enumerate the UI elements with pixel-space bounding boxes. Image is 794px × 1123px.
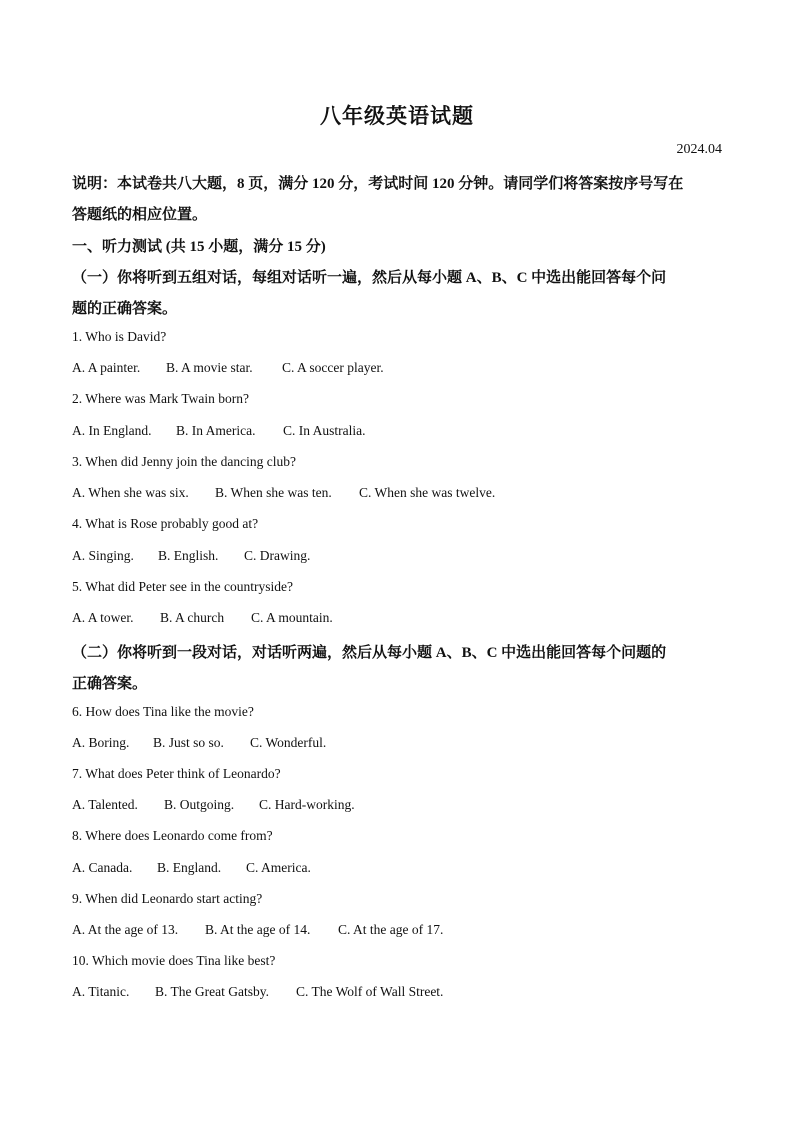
option-b: B. English. [158,548,219,563]
option-c: C. At the age of 17. [338,922,444,937]
question-stem: 2. Where was Mark Twain born? [72,391,250,406]
option-a: A. In England. [72,423,152,438]
question-options [72,797,355,813]
option-b: B. England. [157,860,222,875]
option-a: A. Talented. [72,797,138,812]
exam-date: 2024.04 [676,142,722,157]
option-a: A. A painter. [72,360,141,375]
option-a: A. Titanic. [72,984,130,999]
option-a: A. A tower. [72,610,134,625]
question-options [72,610,333,626]
section-heading-listening: 一、听力测试 (共 15 小题，满分 15 分) [72,239,326,255]
question-options [72,860,311,876]
option-c: C. America. [246,860,311,875]
option-c: C. In Australia. [283,423,366,438]
option-b: B. When she was ten. [215,485,332,500]
part-two-instruction-line-2: 正确答案。 [72,676,148,692]
question-stem: 9. When did Leonardo start acting? [72,891,263,906]
option-a: A. Boring. [72,735,130,750]
question-options [72,984,443,1000]
question-options [72,922,443,938]
question-stem: 8. Where does Leonardo come from? [72,828,273,843]
option-c: C. A mountain. [251,610,333,625]
option-b: B. The Great Gatsby. [155,984,269,999]
page-title: 八年级英语试题 [320,104,474,128]
question-stem: 6. How does Tina like the movie? [72,704,254,719]
question-stem: 3. When did Jenny join the dancing club? [72,454,296,469]
part-one-instruction-line-2: 题的正确答案。 [72,301,178,317]
question-options [72,360,384,376]
option-b: B. At the age of 14. [205,922,311,937]
option-c: C. Hard-working. [259,797,355,812]
option-c: C. Drawing. [244,548,311,563]
option-a: A. Canada. [72,860,133,875]
option-a: A. Singing. [72,548,134,563]
question-stem: 4. What is Rose probably good at? [72,516,259,531]
option-c: C. The Wolf of Wall Street. [296,984,444,999]
instructions-line-2: 答题纸的相应位置。 [72,207,208,223]
question-options [72,423,366,439]
part-one-instruction-line-1: （一）你将听到五组对话，每组对话听一遍，然后从每小题 A、B、C 中选出能回答每个问 [72,270,667,286]
question-options [72,485,495,501]
option-b: B. A church [160,610,225,625]
question-options [72,735,326,751]
option-b: B. In America. [176,423,256,438]
instructions-line-1: 说明：本试卷共八大题，8 页，满分 120 分，考试时间 120 分钟。请同学们将答案按序号写在 [72,176,684,192]
question-stem: 1. Who is David? [72,329,167,344]
question-options [72,548,310,564]
part-two-instruction-line-1: （二）你将听到一段对话，对话听两遍，然后从每小题 A、B、C 中选出能回答每个问题的 [72,645,667,661]
question-stem: 5. What did Peter see in the countryside? [72,579,293,594]
question-stem: 10. Which movie does Tina like best? [72,953,276,968]
option-c: C. Wonderful. [250,735,327,750]
option-b: B. Just so so. [153,735,224,750]
option-b: B. A movie star. [166,360,253,375]
option-b: B. Outgoing. [164,797,235,812]
question-stem: 7. What does Peter think of Leonardo? [72,766,281,781]
option-a: A. At the age of 13. [72,922,179,937]
option-a: A. When she was six. [72,485,189,500]
option-c: C. When she was twelve. [359,485,496,500]
option-c: C. A soccer player. [282,360,384,375]
